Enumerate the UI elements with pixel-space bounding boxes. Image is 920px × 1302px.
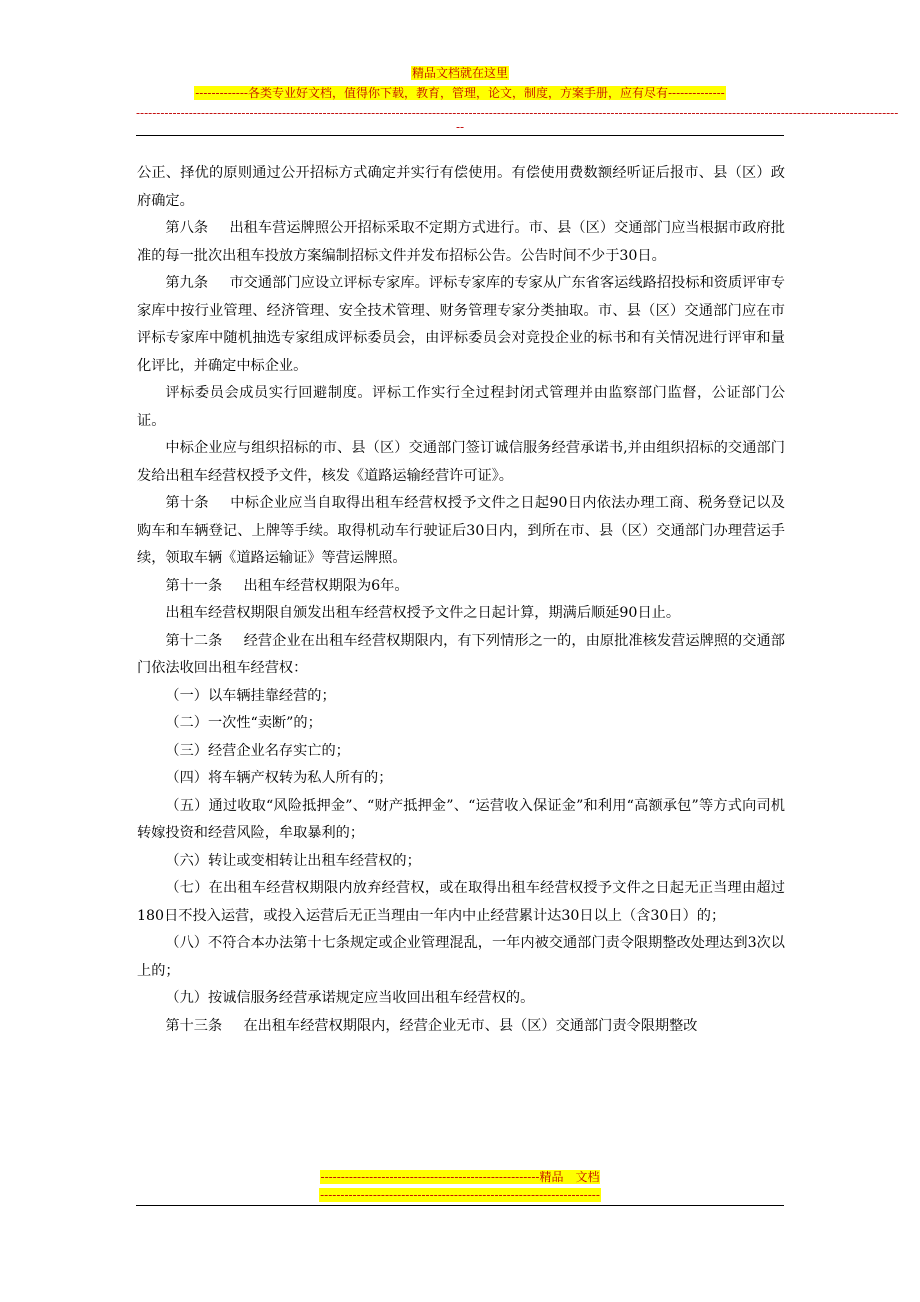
header-slogan-line [0, 86, 920, 100]
list-item: （四）将车辆产权转为私人所有的； [165, 770, 393, 786]
article-8-text: 出租车营运牌照公开招标采取不定期方式进行。市、县（区）交通部门应当根据市政府批准的每一批次出租车投放方案编制招标文件并发布招标公告。公告时间不少于30日。 [137, 220, 785, 264]
article-9 [137, 270, 785, 380]
article-10-text: 中标企业应当自取得出租车经营权授予文件之日起90日内依法办理工商、税务登记以及购车和车辆登记、上牌等手续。取得机动车行驶证后30日内，到所在市、县（区）交通部门办理营运手续，领取车辆《道路运输证》等营运牌照。 [137, 495, 785, 566]
footer-rule [136, 1205, 784, 1206]
article-13-text: 在出租车经营权期限内，经营企业无市、县（区）交通部门责令限期整改 [243, 1017, 698, 1034]
footer-dashes: --------------------------------------------------------------------- [320, 1188, 600, 1202]
header-dash-line: -------------------------------------------------------------------------------------------------------------------------------------------------------------------------------------------- [136, 106, 899, 120]
header-title-line [0, 66, 920, 80]
article-11-title: 第十一条 [165, 577, 223, 594]
list-item: （二）一次性“卖断”的； [165, 715, 322, 731]
article-11 [137, 573, 785, 601]
article-12-text: 经营企业在出租车经营权期限内，有下列情形之一的，由原批准核发营运牌照的交通部门依法收回出租车经营权： [137, 632, 785, 676]
list-item: （三）经营企业名存实亡的； [165, 742, 350, 759]
footer-line-1 [0, 1170, 920, 1184]
article-8-title: 第八条 [165, 220, 209, 236]
document-body [137, 160, 785, 1040]
list-item: （五）通过收取“风险抵押金”、“财产抵押金”、“运营收入保证金”和利用“高额承包”等方式向司机转嫁投资和经营风险，牟取暴利的； [137, 797, 785, 841]
paragraph-winner: 中标企业应与组织招标的市、县（区）交通部门签订诚信服务经营承诺书,并由组织招标的交通部门发给出租车经营权授予文件，核发《道路运输经营许可证》。 [137, 440, 785, 484]
article-11-text: 出租车经营权期限为6年。 [243, 577, 409, 594]
article-9-text: 市交通部门应设立评标专家库。评标专家库的专家从广东省客运线路招投标和资质评审专家库中按行业管理、经济管理、安全技术管理、财务管理专家分类抽取。市、县（区）交通部门应在市评标专家库中随机抽选专家组成评标委员会，由评标委员会对竞投企业的标书和有关情况进行评审和量化评比，并确定中标企业。 [137, 275, 785, 374]
footer-line-2 [0, 1188, 920, 1202]
article-13 [137, 1013, 785, 1041]
article-10 [137, 490, 785, 573]
paragraph-avoidance: 评标委员会成员实行回避制度。评标工作实行全过程封闭式管理并由监察部门监督，公证部门公证。 [137, 385, 785, 429]
header-slogan: -------------各类专业好文档，值得你下载，教育，管理，论文，制度，方案手册，应有尽有-------------- [195, 86, 725, 100]
article-8 [137, 215, 785, 270]
list-item: （八）不符合本办法第十七条规定或企业管理混乱，一年内被交通部门责令限期整改处理达到3次以上的； [137, 935, 785, 979]
article-10-title: 第十条 [165, 495, 209, 511]
list-item: （九）按诚信服务经营承诺规定应当收回出租车经营权的。 [165, 990, 535, 1006]
paragraph-continuation: 公正、择优的原则通过公开招标方式确定并实行有偿使用。有偿使用费数额经听证后报市、县（区）政府确定。 [137, 165, 785, 209]
list-item: （七）在出租车经营权期限内放弃经营权，或在取得出租车经营权授予文件之日起无正当理由超过180日不投入运营，或投入运营后无正当理由一年内中止经营累计达30日以上（含30日）的； [137, 880, 785, 924]
footer-brand: ------------------------------------------------------精品 文档 [320, 1170, 600, 1184]
article-12-title: 第十二条 [165, 632, 223, 649]
article-12 [137, 628, 785, 683]
header-dash-tail: -- [455, 120, 465, 134]
header-rule [136, 135, 784, 136]
paragraph-term: 出租车经营权期限自颁发出租车经营权授予文件之日起计算，期满后顺延90日止。 [165, 605, 681, 621]
list-item: （六）转让或变相转让出租车经营权的； [165, 852, 421, 869]
article-9-title: 第九条 [165, 275, 209, 291]
list-item: （一）以车辆挂靠经营的； [165, 687, 336, 704]
article-13-title: 第十三条 [165, 1017, 223, 1034]
header-title: 精品文档就在这里 [411, 66, 508, 80]
